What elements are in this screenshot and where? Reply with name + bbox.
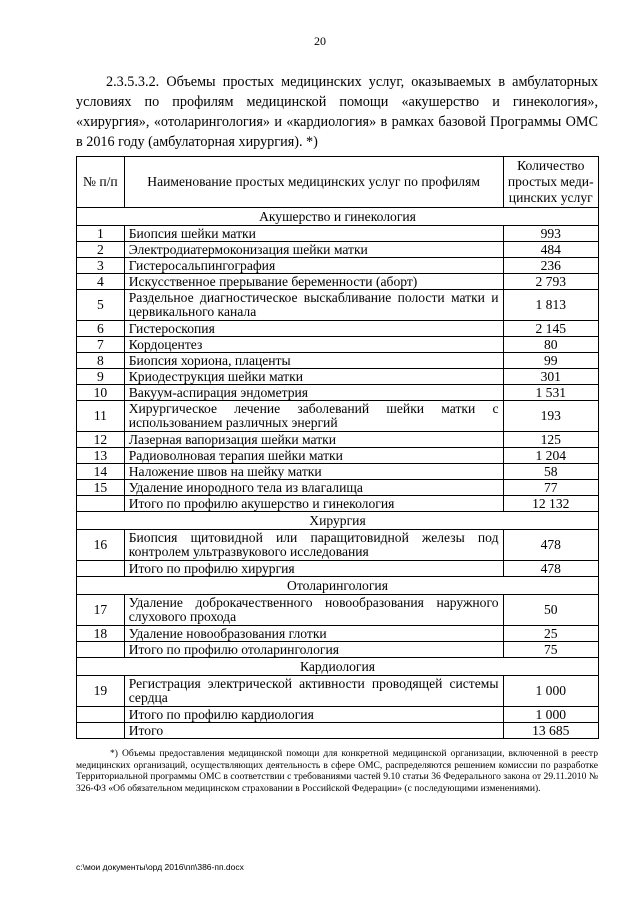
- service-name: Хирургическое лечение заболеваний шейки матки с использованием различных энергий: [124, 401, 503, 432]
- table-row: [77, 385, 599, 401]
- section-row: [77, 577, 599, 595]
- section-title: Отоларингология: [77, 577, 599, 595]
- section-title: Хирургия: [77, 512, 599, 530]
- service-quantity: 484: [503, 242, 598, 258]
- service-name: Удаление новообразования глотки: [124, 626, 503, 642]
- table-header-row: [77, 157, 599, 208]
- service-name: Биопсия шейки матки: [124, 226, 503, 242]
- empty-cell: [77, 707, 125, 723]
- service-name: Электродиатермоконизация шейки матки: [124, 242, 503, 258]
- section-title: Акушерство и гинекология: [77, 208, 599, 226]
- table-body: [77, 208, 599, 739]
- service-name: Удаление доброкачественного новообразования наружного слухового прохода: [124, 595, 503, 626]
- total-quantity: 12 132: [503, 496, 598, 512]
- footnote: *) Объемы предоставления медицинской помощи для конкретной медицинской организации, включенной в реестр медицинских организаций, осуществляющих деятельность в сфере ОМС, распределяются решением комиссии по разработке Территориальной программы ОМС в соответствии с требованиями частей 9.10 статьи 36 Федерального закона от 29.11.2010 № 326-ФЗ «Об обязательном медицинском страховании в Российской Федерации» (с последующими изменениями).: [76, 748, 598, 794]
- row-number: 10: [77, 385, 125, 401]
- service-quantity: 1 204: [503, 448, 598, 464]
- service-name: Вакуум-аспирация эндометрия: [124, 385, 503, 401]
- service-quantity: 125: [503, 432, 598, 448]
- header-num: № п/п: [77, 157, 125, 208]
- row-number: 2: [77, 242, 125, 258]
- grand-total-row: [77, 723, 599, 739]
- empty-cell: [77, 561, 125, 577]
- table-row: [77, 626, 599, 642]
- service-quantity: 1 000: [503, 676, 598, 707]
- row-number: 16: [77, 530, 125, 561]
- service-quantity: 1 531: [503, 385, 598, 401]
- service-name: Лазерная вапоризация шейки матки: [124, 432, 503, 448]
- table-row: [77, 595, 599, 626]
- section-heading: 2.3.5.3.2. Объемы простых медицинских услуг, оказываемых в амбулаторных условиях по профилям медицинской помощи «акушерство и гинекология», «хирургия», «отоларингология» и «кардиология» в рамках базовой Программы ОМС в 2016 году (амбулаторная хирургия). *): [76, 74, 598, 150]
- service-name: Наложение швов на шейку матки: [124, 464, 503, 480]
- row-number: 11: [77, 401, 125, 432]
- service-quantity: 80: [503, 337, 598, 353]
- total-row: [77, 707, 599, 723]
- table-row: [77, 432, 599, 448]
- row-number: 5: [77, 290, 125, 321]
- service-quantity: 2 145: [503, 321, 598, 337]
- total-label: Итого по профилю акушерство и гинекология: [124, 496, 503, 512]
- service-quantity: 301: [503, 369, 598, 385]
- service-quantity: 478: [503, 530, 598, 561]
- section-row: [77, 512, 599, 530]
- service-quantity: 25: [503, 626, 598, 642]
- service-name: Биопсия хориона, плаценты: [124, 353, 503, 369]
- row-number: 9: [77, 369, 125, 385]
- table-row: [77, 401, 599, 432]
- header-qty: Количество простых меди- цинских услуг: [503, 157, 598, 208]
- empty-cell: [77, 496, 125, 512]
- service-quantity: 993: [503, 226, 598, 242]
- row-number: 12: [77, 432, 125, 448]
- grand-total-label: Итого: [124, 723, 503, 739]
- header-name: Наименование простых медицинских услуг по профилям: [124, 157, 503, 208]
- row-number: 13: [77, 448, 125, 464]
- service-name: Гистероскопия: [124, 321, 503, 337]
- total-label: Итого по профилю хирургия: [124, 561, 503, 577]
- section-title: Кардиология: [77, 658, 599, 676]
- total-quantity: 1 000: [503, 707, 598, 723]
- service-name: Раздельное диагностическое выскабливание полости матки и цервикального канала: [124, 290, 503, 321]
- section-row: [77, 208, 599, 226]
- service-quantity: 58: [503, 464, 598, 480]
- table-row: [77, 274, 599, 290]
- service-quantity: 50: [503, 595, 598, 626]
- total-quantity: 75: [503, 642, 598, 658]
- total-label: Итого по профилю отоларингология: [124, 642, 503, 658]
- table-row: [77, 530, 599, 561]
- service-name: Кордоцентез: [124, 337, 503, 353]
- row-number: 6: [77, 321, 125, 337]
- table-row: [77, 448, 599, 464]
- table-row: [77, 464, 599, 480]
- table-row: [77, 337, 599, 353]
- row-number: 3: [77, 258, 125, 274]
- service-quantity: 193: [503, 401, 598, 432]
- service-quantity: 2 793: [503, 274, 598, 290]
- total-label: Итого по профилю кардиология: [124, 707, 503, 723]
- table-row: [77, 258, 599, 274]
- grand-total-quantity: 13 685: [503, 723, 598, 739]
- row-number: 1: [77, 226, 125, 242]
- service-name: Биопсия щитовидной или паращитовидной железы под контролем ультразвукового исследования: [124, 530, 503, 561]
- total-row: [77, 561, 599, 577]
- service-name: Искусственное прерывание беременности (аборт): [124, 274, 503, 290]
- table-row: [77, 290, 599, 321]
- total-row: [77, 642, 599, 658]
- service-name: Гистеросальпингография: [124, 258, 503, 274]
- row-number: 18: [77, 626, 125, 642]
- table-row: [77, 369, 599, 385]
- table-row: [77, 321, 599, 337]
- service-name: Удаление инородного тела из влагалища: [124, 480, 503, 496]
- service-name: Регистрация электрической активности проводящей системы сердца: [124, 676, 503, 707]
- total-row: [77, 496, 599, 512]
- service-name: Криодеструкция шейки матки: [124, 369, 503, 385]
- services-volume-table: [76, 156, 599, 739]
- service-name: Радиоволновая терапия шейки матки: [124, 448, 503, 464]
- service-quantity: 236: [503, 258, 598, 274]
- row-number: 8: [77, 353, 125, 369]
- service-quantity: 77: [503, 480, 598, 496]
- table-row: [77, 676, 599, 707]
- total-quantity: 478: [503, 561, 598, 577]
- page-number: 20: [314, 34, 326, 48]
- row-number: 17: [77, 595, 125, 626]
- table-row: [77, 353, 599, 369]
- empty-cell: [77, 642, 125, 658]
- service-quantity: 1 813: [503, 290, 598, 321]
- service-quantity: 99: [503, 353, 598, 369]
- empty-cell: [77, 723, 125, 739]
- table-row: [77, 226, 599, 242]
- table-row: [77, 480, 599, 496]
- row-number: 19: [77, 676, 125, 707]
- row-number: 7: [77, 337, 125, 353]
- row-number: 4: [77, 274, 125, 290]
- section-row: [77, 658, 599, 676]
- table-row: [77, 242, 599, 258]
- file-path: c:\мои документы\орд 2016\пп\386-пп.docx: [76, 862, 244, 872]
- row-number: 14: [77, 464, 125, 480]
- row-number: 15: [77, 480, 125, 496]
